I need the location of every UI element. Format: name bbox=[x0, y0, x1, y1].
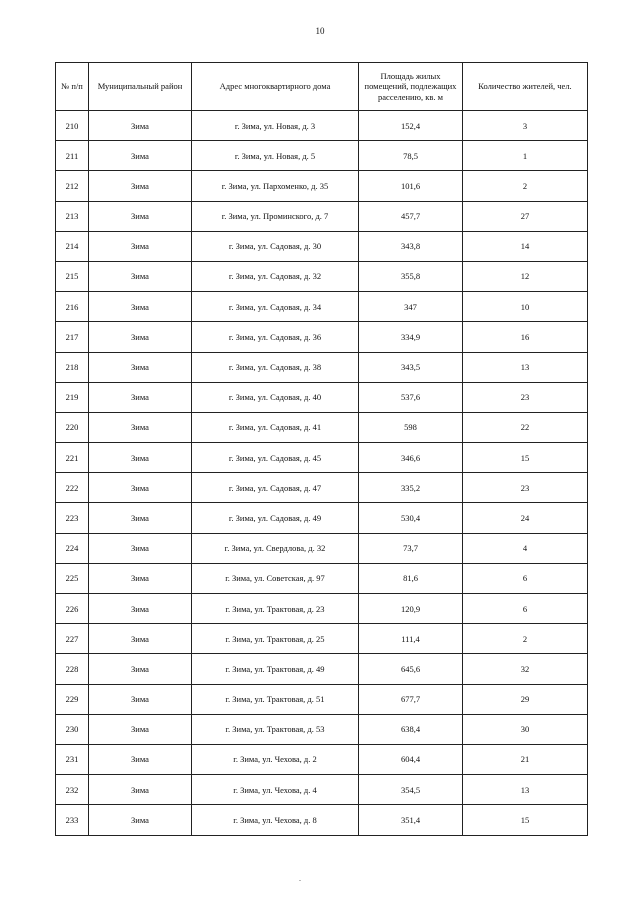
row-residents: 2 bbox=[463, 171, 588, 201]
row-address: г. Зима, ул. Проминского, д. 7 bbox=[192, 201, 359, 231]
table-row bbox=[56, 714, 588, 744]
row-residents: 23 bbox=[463, 382, 588, 412]
row-district: Зима bbox=[89, 201, 192, 231]
row-district: Зима bbox=[89, 231, 192, 261]
row-address: г. Зима, ул. Пархоменко, д. 35 bbox=[192, 171, 359, 201]
row-address: г. Зима, ул. Свердлова, д. 32 bbox=[192, 533, 359, 563]
table-row bbox=[56, 111, 588, 141]
row-district: Зима bbox=[89, 292, 192, 322]
row-address: г. Зима, ул. Чехова, д. 8 bbox=[192, 805, 359, 835]
table-row bbox=[56, 563, 588, 593]
row-residents: 13 bbox=[463, 352, 588, 382]
row-area: 457,7 bbox=[359, 201, 463, 231]
row-district: Зима bbox=[89, 533, 192, 563]
row-number: 214 bbox=[56, 231, 89, 261]
row-district: Зима bbox=[89, 684, 192, 714]
row-area: 73,7 bbox=[359, 533, 463, 563]
table-row bbox=[56, 141, 588, 171]
row-area: 120,9 bbox=[359, 594, 463, 624]
header-area: Площадь жилых помещений, подлежащих расселению, кв. м bbox=[359, 63, 463, 111]
row-residents: 24 bbox=[463, 503, 588, 533]
row-address: г. Зима, ул. Садовая, д. 49 bbox=[192, 503, 359, 533]
row-number: 218 bbox=[56, 352, 89, 382]
row-area: 335,2 bbox=[359, 473, 463, 503]
row-address: г. Зима, ул. Чехова, д. 4 bbox=[192, 775, 359, 805]
row-area: 638,4 bbox=[359, 714, 463, 744]
table-header bbox=[56, 63, 588, 111]
row-area: 604,4 bbox=[359, 744, 463, 774]
row-district: Зима bbox=[89, 382, 192, 412]
row-district: Зима bbox=[89, 805, 192, 835]
row-district: Зима bbox=[89, 654, 192, 684]
table-row bbox=[56, 473, 588, 503]
row-area: 677,7 bbox=[359, 684, 463, 714]
table-row bbox=[56, 412, 588, 442]
row-area: 645,6 bbox=[359, 654, 463, 684]
row-number: 230 bbox=[56, 714, 89, 744]
table-row bbox=[56, 684, 588, 714]
row-number: 217 bbox=[56, 322, 89, 352]
row-address: г. Зима, ул. Садовая, д. 41 bbox=[192, 412, 359, 442]
row-area: 346,6 bbox=[359, 443, 463, 473]
row-address: г. Зима, ул. Трактовая, д. 53 bbox=[192, 714, 359, 744]
row-number: 219 bbox=[56, 382, 89, 412]
table-row bbox=[56, 231, 588, 261]
row-address: г. Зима, ул. Трактовая, д. 51 bbox=[192, 684, 359, 714]
row-area: 351,4 bbox=[359, 805, 463, 835]
row-number: 225 bbox=[56, 563, 89, 593]
row-residents: 23 bbox=[463, 473, 588, 503]
row-residents: 16 bbox=[463, 322, 588, 352]
row-address: г. Зима, ул. Чехова, д. 2 bbox=[192, 744, 359, 774]
row-address: г. Зима, ул. Садовая, д. 45 bbox=[192, 443, 359, 473]
row-district: Зима bbox=[89, 503, 192, 533]
row-area: 152,4 bbox=[359, 111, 463, 141]
housing-table bbox=[55, 62, 588, 836]
table-row bbox=[56, 443, 588, 473]
row-area: 343,5 bbox=[359, 352, 463, 382]
table-row bbox=[56, 201, 588, 231]
row-residents: 2 bbox=[463, 624, 588, 654]
row-residents: 15 bbox=[463, 443, 588, 473]
table-row bbox=[56, 594, 588, 624]
row-number: 232 bbox=[56, 775, 89, 805]
row-address: г. Зима, ул. Трактовая, д. 23 bbox=[192, 594, 359, 624]
row-district: Зима bbox=[89, 412, 192, 442]
row-district: Зима bbox=[89, 473, 192, 503]
page-mark bbox=[299, 880, 301, 881]
page-number: 10 bbox=[315, 26, 325, 36]
row-number: 213 bbox=[56, 201, 89, 231]
table-row bbox=[56, 624, 588, 654]
row-number: 216 bbox=[56, 292, 89, 322]
row-address: г. Зима, ул. Садовая, д. 47 bbox=[192, 473, 359, 503]
row-area: 537,6 bbox=[359, 382, 463, 412]
table-row bbox=[56, 654, 588, 684]
row-district: Зима bbox=[89, 624, 192, 654]
row-area: 334,9 bbox=[359, 322, 463, 352]
row-area: 111,4 bbox=[359, 624, 463, 654]
row-residents: 27 bbox=[463, 201, 588, 231]
table-row bbox=[56, 352, 588, 382]
row-number: 221 bbox=[56, 443, 89, 473]
table-row bbox=[56, 775, 588, 805]
row-residents: 6 bbox=[463, 594, 588, 624]
row-district: Зима bbox=[89, 744, 192, 774]
row-district: Зима bbox=[89, 594, 192, 624]
row-number: 231 bbox=[56, 744, 89, 774]
row-number: 227 bbox=[56, 624, 89, 654]
row-district: Зима bbox=[89, 322, 192, 352]
row-address: г. Зима, ул. Садовая, д. 40 bbox=[192, 382, 359, 412]
row-number: 211 bbox=[56, 141, 89, 171]
row-area: 78,5 bbox=[359, 141, 463, 171]
row-district: Зима bbox=[89, 775, 192, 805]
row-district: Зима bbox=[89, 714, 192, 744]
row-area: 347 bbox=[359, 292, 463, 322]
row-district: Зима bbox=[89, 111, 192, 141]
row-address: г. Зима, ул. Садовая, д. 30 bbox=[192, 231, 359, 261]
row-number: 226 bbox=[56, 594, 89, 624]
row-district: Зима bbox=[89, 171, 192, 201]
row-address: г. Зима, ул. Садовая, д. 34 bbox=[192, 292, 359, 322]
row-residents: 13 bbox=[463, 775, 588, 805]
table-row bbox=[56, 171, 588, 201]
row-number: 212 bbox=[56, 171, 89, 201]
table-row bbox=[56, 533, 588, 563]
row-area: 355,8 bbox=[359, 261, 463, 291]
table-row bbox=[56, 292, 588, 322]
row-district: Зима bbox=[89, 352, 192, 382]
header-row bbox=[56, 63, 588, 111]
row-area: 530,4 bbox=[359, 503, 463, 533]
row-area: 81,6 bbox=[359, 563, 463, 593]
row-address: г. Зима, ул. Садовая, д. 36 bbox=[192, 322, 359, 352]
row-address: г. Зима, ул. Садовая, д. 38 bbox=[192, 352, 359, 382]
row-residents: 32 bbox=[463, 654, 588, 684]
row-number: 224 bbox=[56, 533, 89, 563]
row-address: г. Зима, ул. Советская, д. 97 bbox=[192, 563, 359, 593]
row-residents: 29 bbox=[463, 684, 588, 714]
row-number: 222 bbox=[56, 473, 89, 503]
table-row bbox=[56, 503, 588, 533]
row-address: г. Зима, ул. Трактовая, д. 25 bbox=[192, 624, 359, 654]
row-address: г. Зима, ул. Новая, д. 3 bbox=[192, 111, 359, 141]
row-area: 354,5 bbox=[359, 775, 463, 805]
row-address: г. Зима, ул. Трактовая, д. 49 bbox=[192, 654, 359, 684]
header-district: Муниципальный район bbox=[89, 63, 192, 111]
row-area: 101,6 bbox=[359, 171, 463, 201]
row-number: 215 bbox=[56, 261, 89, 291]
row-residents: 15 bbox=[463, 805, 588, 835]
row-district: Зима bbox=[89, 443, 192, 473]
row-address: г. Зима, ул. Садовая, д. 32 bbox=[192, 261, 359, 291]
row-number: 229 bbox=[56, 684, 89, 714]
row-residents: 10 bbox=[463, 292, 588, 322]
row-number: 210 bbox=[56, 111, 89, 141]
header-address: Адрес многоквартирного дома bbox=[192, 63, 359, 111]
table-row bbox=[56, 322, 588, 352]
row-residents: 6 bbox=[463, 563, 588, 593]
row-number: 220 bbox=[56, 412, 89, 442]
row-area: 598 bbox=[359, 412, 463, 442]
table-row bbox=[56, 382, 588, 412]
row-district: Зима bbox=[89, 141, 192, 171]
row-number: 233 bbox=[56, 805, 89, 835]
header-residents: Количество жителей, чел. bbox=[463, 63, 588, 111]
row-residents: 14 bbox=[463, 231, 588, 261]
row-address: г. Зима, ул. Новая, д. 5 bbox=[192, 141, 359, 171]
row-residents: 4 bbox=[463, 533, 588, 563]
row-residents: 12 bbox=[463, 261, 588, 291]
row-area: 343,8 bbox=[359, 231, 463, 261]
row-residents: 30 bbox=[463, 714, 588, 744]
table-row bbox=[56, 805, 588, 835]
row-number: 228 bbox=[56, 654, 89, 684]
row-residents: 1 bbox=[463, 141, 588, 171]
row-residents: 3 bbox=[463, 111, 588, 141]
row-residents: 21 bbox=[463, 744, 588, 774]
table-row bbox=[56, 744, 588, 774]
row-district: Зима bbox=[89, 261, 192, 291]
row-district: Зима bbox=[89, 563, 192, 593]
header-number: № п/п bbox=[56, 63, 89, 111]
table-row bbox=[56, 261, 588, 291]
row-residents: 22 bbox=[463, 412, 588, 442]
row-number: 223 bbox=[56, 503, 89, 533]
table-body bbox=[56, 111, 588, 836]
